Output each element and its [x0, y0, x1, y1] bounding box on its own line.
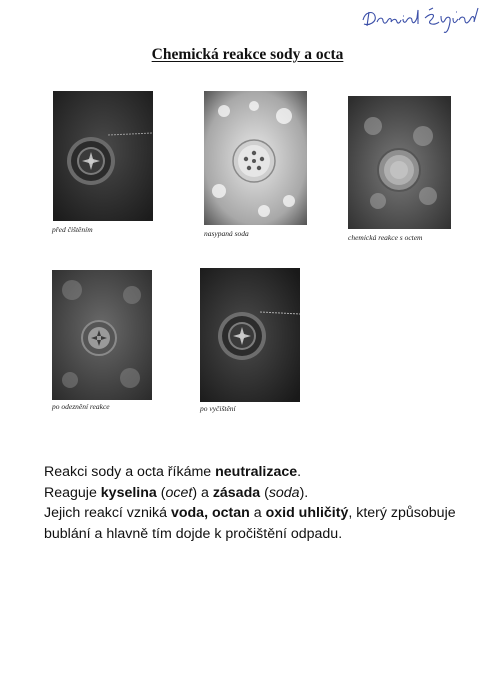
photo-after-cleaning	[200, 268, 300, 402]
term-ocet: ocet	[165, 484, 193, 501]
text-run: a	[249, 505, 266, 521]
photo-after-reaction	[52, 270, 152, 400]
photo-soda-added	[204, 91, 307, 225]
text-run: (	[156, 484, 166, 501]
photo-caption: před čištěním	[52, 225, 93, 234]
term-kyselina: kyselina	[100, 484, 157, 501]
signature	[355, 2, 485, 38]
text-run: .	[297, 464, 302, 480]
photo-before-cleaning	[53, 91, 153, 221]
text-run: ) a	[192, 484, 213, 501]
paragraph-line	[44, 462, 464, 483]
text-run: ).	[299, 484, 309, 501]
text-run: (	[260, 484, 269, 501]
text-run: Reaguje	[44, 484, 101, 501]
explanation-text	[44, 462, 464, 544]
term-neutralizace: neutralizace	[215, 464, 298, 480]
text-run: , který způsobuje bublání a hlavně tím dojde k pročištění odpadu.	[44, 505, 456, 542]
photo-caption: po odeznění reakce	[52, 402, 110, 411]
term-zasada: zásada	[212, 484, 261, 501]
page-title: Chemická reakce sody a octa	[151, 46, 344, 63]
photo-caption: chemická reakce s octem	[348, 233, 423, 242]
text-run: Reakci sody a octa říkáme	[44, 464, 216, 480]
paragraph-line	[44, 483, 464, 504]
photo-caption: nasypaná soda	[204, 229, 249, 238]
term-voda-octan: voda, octan	[170, 505, 250, 521]
term-soda: soda	[268, 484, 300, 501]
term-oxid-uhlicity: oxid uhličitý	[265, 505, 349, 521]
text-run: Jejich reakcí vzniká	[44, 505, 171, 521]
photo-caption: po vyčištění	[200, 404, 236, 413]
paragraph-line	[44, 503, 464, 544]
photo-reaction-with-vinegar	[348, 96, 451, 229]
